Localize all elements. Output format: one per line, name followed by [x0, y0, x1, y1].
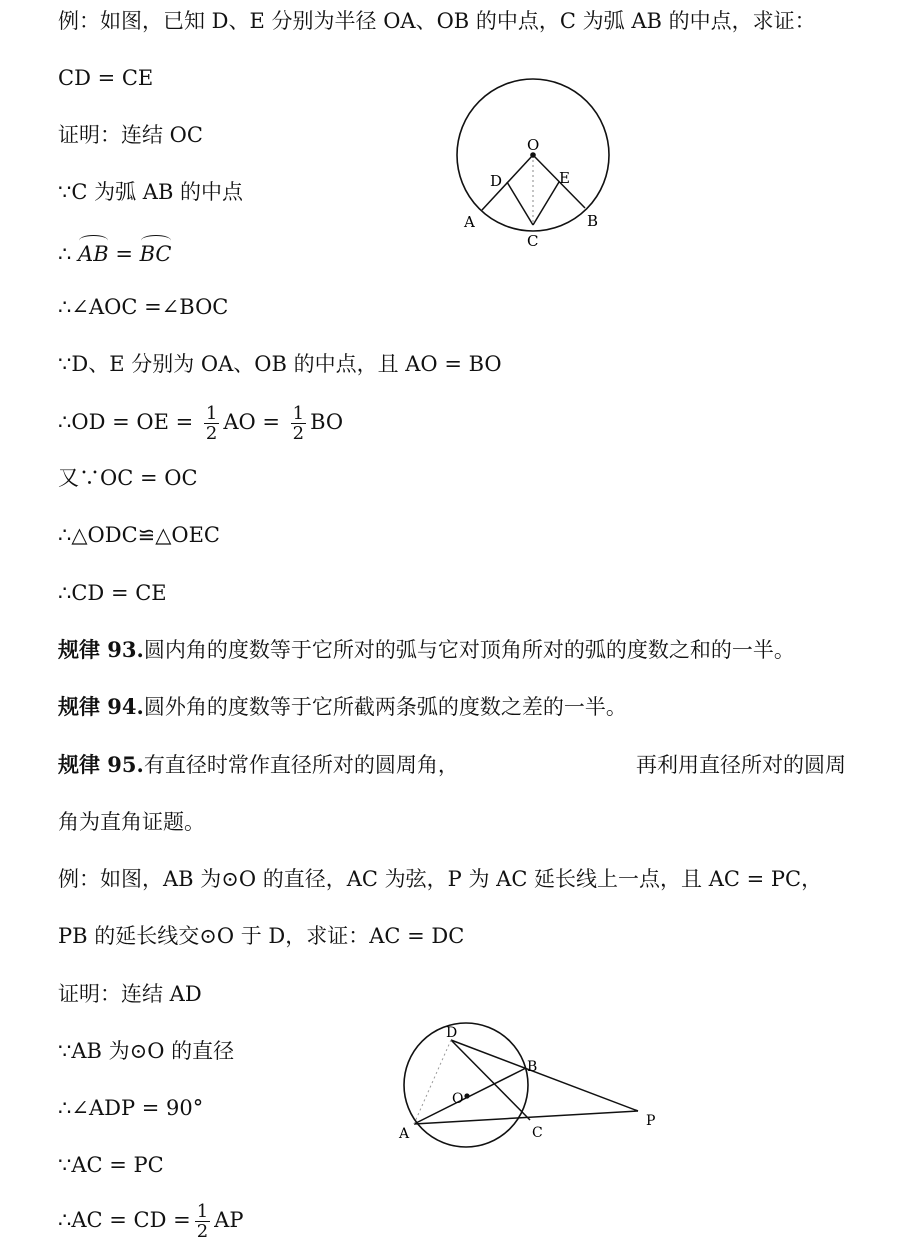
step6-post: BO: [310, 410, 344, 434]
label-b: B: [587, 212, 599, 230]
step5-post: AP: [214, 1208, 244, 1232]
label-c: C: [532, 1125, 543, 1141]
arc-bc: BC: [140, 236, 172, 268]
label-c: C: [527, 232, 539, 250]
figure-circle-oab: [440, 60, 630, 260]
segment-ap: [414, 1111, 638, 1124]
label-d: D: [446, 1025, 458, 1041]
rule-95: [58, 751, 459, 779]
arc-ab: AB: [78, 236, 109, 268]
rule-95-text-c: 角为直角证题。: [58, 810, 205, 834]
rule-94-label: 规律 94.: [58, 694, 144, 719]
proof1-step-2: ∵C 为弧 AB 的中点: [58, 180, 244, 204]
fraction-numerator: 1: [292, 403, 305, 424]
proof1-step-4: ∴∠AOC =∠BOC: [58, 295, 229, 319]
proof1-step-7: 又∵OC = OC: [58, 466, 198, 490]
example1-claim: CD = CE: [58, 66, 154, 90]
rule-93-text: 圆内角的度数等于它所对的弧与它对顶角所对的弧的度数之和的一半。: [143, 638, 795, 662]
label-o: O: [452, 1091, 464, 1107]
proof2-step-5: [58, 1202, 243, 1241]
rule-93-label: 规律 93.: [58, 637, 144, 662]
segment-ad-dashed: [414, 1040, 451, 1124]
proof1-step-9: ∴CD = CE: [58, 581, 167, 605]
label-p: P: [646, 1113, 656, 1129]
fraction-numerator: 1: [205, 403, 218, 424]
step6-prefix: ∴OD = OE =: [58, 410, 200, 434]
example1-statement: 例：如图，已知 D、E 分别为半径 OA、OB 的中点，C 为弧 AB 的中点，求证：: [58, 9, 816, 33]
rule-93: [58, 636, 795, 664]
circle-outline: [404, 1023, 528, 1147]
rule-95-text-b: 再利用直径所对的圆周: [636, 753, 846, 777]
segment-ec: [533, 182, 559, 225]
label-b: B: [527, 1059, 538, 1075]
rule-95-label: 规律 95.: [58, 752, 144, 777]
label-a: A: [399, 1126, 410, 1142]
rule-94-text: 圆外角的度数等于它所截两条弧的度数之差的一半。: [143, 695, 627, 719]
fraction-half-1: [204, 404, 219, 443]
fraction-denominator: 2: [292, 423, 305, 444]
proof1-step-8: ∴△ODC≌△OEC: [58, 523, 220, 547]
proof1-step-1: 证明：连结 OC: [58, 123, 203, 147]
proof2-step-4: ∵AC = PC: [58, 1153, 164, 1177]
fraction-denominator: 2: [205, 423, 218, 444]
segment-dp: [451, 1040, 638, 1111]
label-o: O: [527, 136, 540, 154]
proof1-step-5: ∵D、E 分别为 OA、OB 的中点，且 AO = BO: [58, 352, 502, 376]
segment-dc: [507, 182, 533, 225]
equals-sign: =: [108, 242, 140, 266]
proof2-step-1: 证明：连结 AD: [58, 982, 202, 1006]
example2-statement: 例：如图，AB 为⊙O 的直径，AC 为弦，P 为 AC 延长线上一点，且 AC = PC，: [58, 867, 823, 891]
proof2-step-3: ∴∠ADP = 90°: [58, 1096, 204, 1120]
step6-mid: AO =: [223, 410, 287, 434]
label-d: D: [490, 172, 503, 190]
fraction-half-2: [291, 404, 306, 443]
center-point: [464, 1093, 469, 1098]
proof2-step-2: ∵AB 为⊙O 的直径: [58, 1039, 235, 1063]
label-a: A: [464, 213, 475, 231]
proof1-step-3: [58, 236, 172, 268]
proof1-step-6: [58, 404, 343, 443]
diameter-ab: [414, 1068, 526, 1124]
label-e: E: [559, 169, 570, 187]
therefore-prefix: ∴: [58, 242, 79, 266]
fraction-half: [195, 1202, 210, 1241]
rule-94: [58, 693, 627, 721]
example2-statement-cont: PB 的延长线交⊙O 于 D，求证：AC = DC: [58, 924, 465, 948]
step5-prefix: ∴AC = CD =: [58, 1208, 191, 1232]
fraction-denominator: 2: [196, 1221, 209, 1242]
fraction-numerator: 1: [196, 1201, 209, 1222]
rule-95-text-a: 有直径时常作直径所对的圆周角，: [143, 753, 459, 777]
figure-circle-diameter: [390, 1020, 670, 1150]
